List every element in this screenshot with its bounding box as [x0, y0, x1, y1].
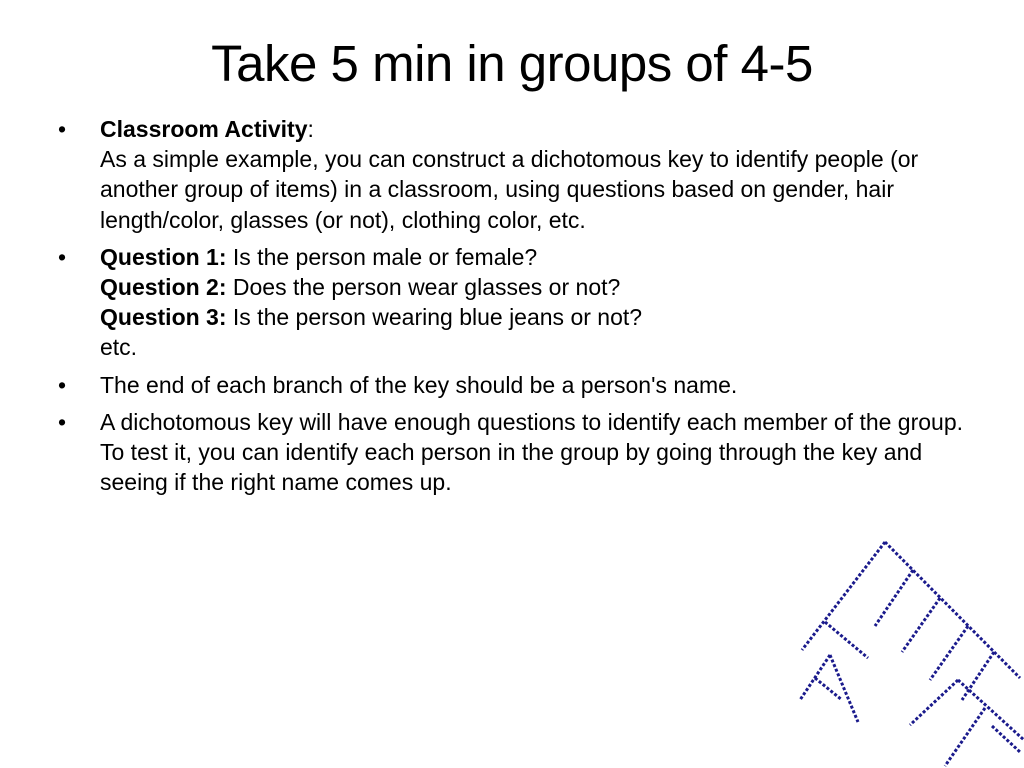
- bullet-text: The end of each branch of the key should be a person's name.: [100, 371, 738, 398]
- bullet-marker: •: [58, 408, 67, 435]
- dichotomous-key-tree-icon: [780, 530, 1024, 768]
- question-3-text: Is the person wearing blue jeans or not?: [226, 304, 643, 331]
- bullet-marker: •: [58, 116, 67, 142]
- slide-title: Take 5 min in groups of 4-5: [211, 35, 813, 92]
- etc-text: etc.: [100, 334, 138, 361]
- bullet-marker: •: [58, 243, 67, 270]
- bullet-heading: Classroom Activity: [100, 116, 308, 142]
- bullet-item-questions: [58, 242, 978, 363]
- question-1-text: Is the person male or female?: [226, 243, 538, 270]
- question-2-text: Does the person wear glasses or not?: [226, 274, 621, 301]
- question-2-label: Question 2:: [100, 274, 227, 301]
- bullet-marker: •: [58, 371, 67, 398]
- question-3-label: Question 3:: [100, 304, 227, 331]
- bullet-heading-colon: :: [307, 116, 314, 142]
- bullet-list: [58, 114, 978, 504]
- bullet-text: As a simple example, you can construct a dichotomous key to identify people (or another group of items) in a classroom, using questions based on gender, hair length/color, glasses (or not), clothing color, etc.: [100, 146, 919, 233]
- bullet-item-classroom-activity: [58, 114, 978, 235]
- bullet-item-branch-end: [58, 370, 978, 400]
- question-1-label: Question 1:: [100, 243, 227, 270]
- bullet-item-key-description: [58, 407, 978, 498]
- bullet-text: A dichotomous key will have enough questions to identify each member of the group. To test it, you can identify each person in the group by going through the key and seeing if the right name comes up.: [100, 408, 964, 496]
